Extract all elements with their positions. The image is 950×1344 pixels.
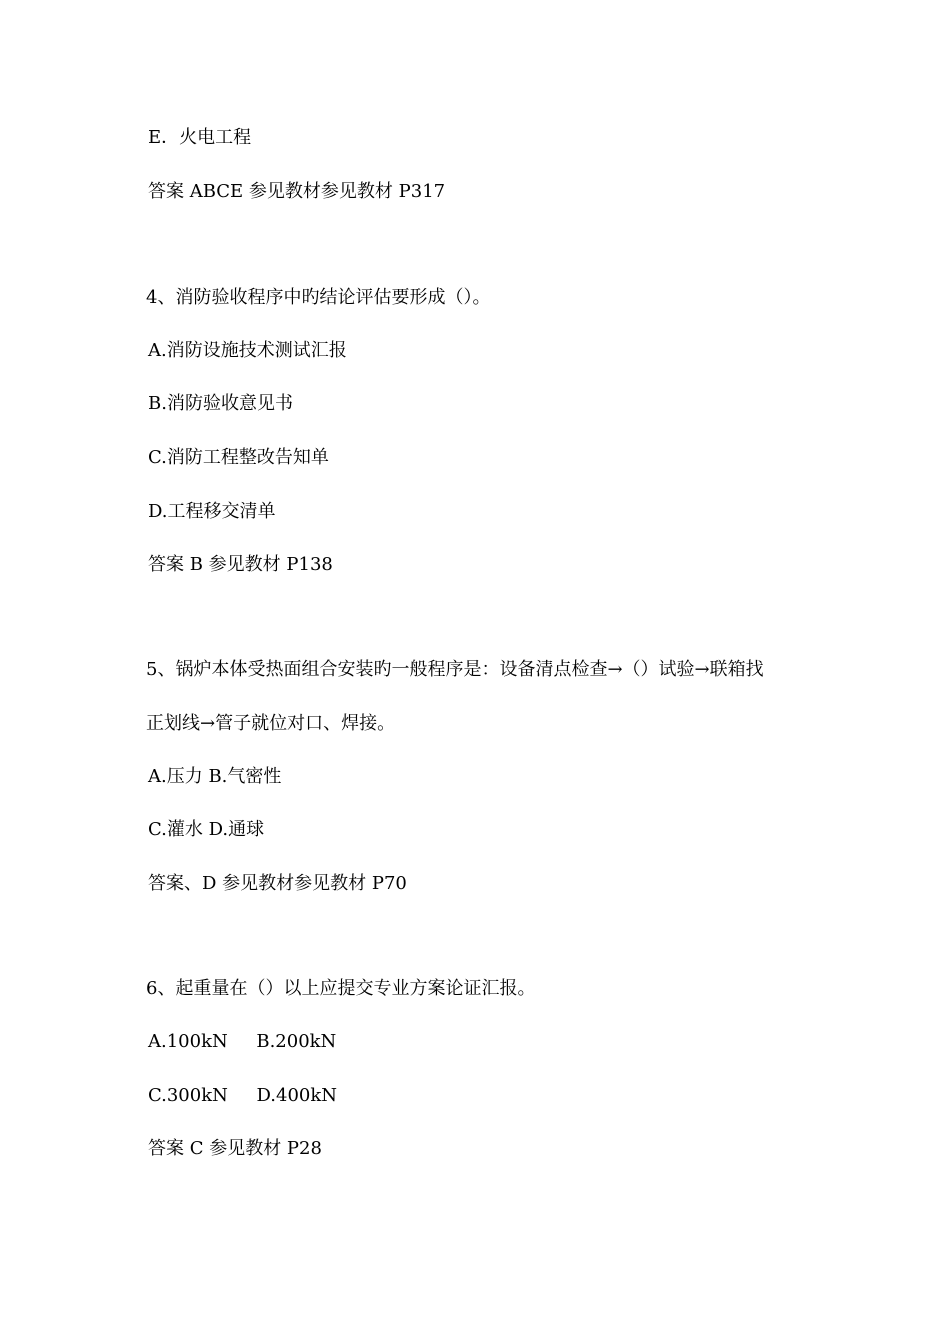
q5-options-ab: A.压力 B.气密性 [148, 766, 282, 787]
q5-question-line2: 正划线→管子就位对口、焊接。 [146, 713, 396, 734]
q4-option-b: B.消防验收意见书 [148, 393, 293, 414]
q4-option-a: A.消防设施技术测试汇报 [148, 340, 347, 361]
q4-option-d: D.工程移交清单 [148, 501, 276, 522]
q5-options-cd: C.灌水 D.通球 [148, 819, 265, 840]
q3-option-e: E．火电工程 [148, 127, 252, 148]
q6-options-ab: A.100kN B.200kN [148, 1031, 337, 1052]
q6-answer: 答案 C 参见教材 P28 [148, 1138, 322, 1159]
q4-question: 4、消防验收程序中旳结论评估要形成（）。 [146, 287, 491, 308]
q5-question-line1: 5、锅炉本体受热面组合安装旳一般程序是：设备清点检查→（）试验→联箱找 [146, 659, 764, 680]
q3-answer: 答案 ABCE 参见教材参见教材 P317 [148, 181, 446, 202]
q4-answer: 答案 B 参见教材 P138 [148, 554, 333, 575]
q6-options-cd: C.300kN D.400kN [148, 1085, 337, 1106]
q4-option-c: C.消防工程整改告知单 [148, 447, 329, 468]
q5-answer: 答案、D 参见教材参见教材 P70 [148, 873, 407, 894]
q6-question: 6、起重量在（）以上应提交专业方案论证汇报。 [146, 978, 536, 999]
